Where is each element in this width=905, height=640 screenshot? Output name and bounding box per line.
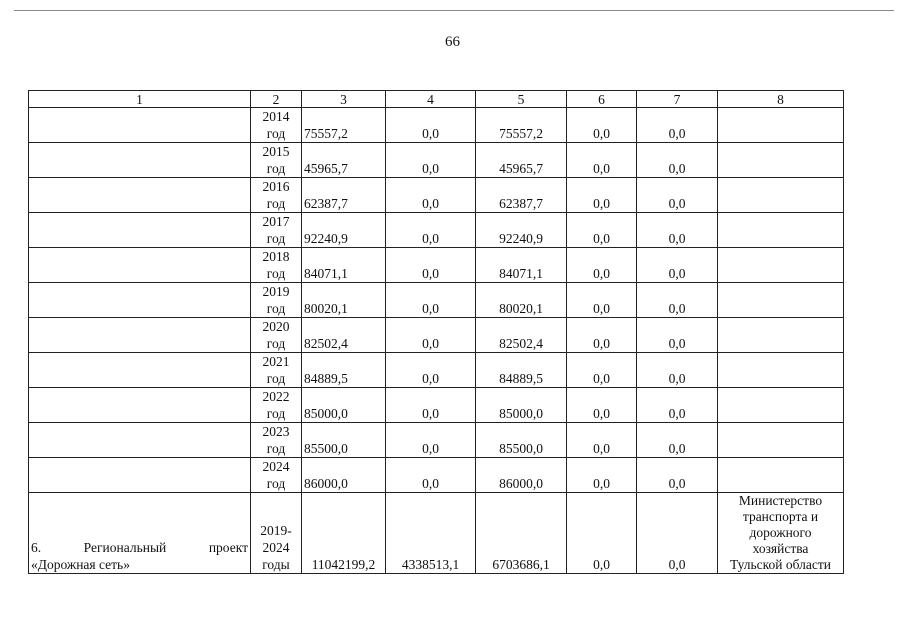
year-value: 2021 — [262, 354, 290, 369]
value-cell-c3: 45965,7 — [302, 143, 386, 178]
empty-cell — [29, 388, 251, 423]
empty-cell — [29, 423, 251, 458]
year-unit: год — [266, 476, 286, 491]
value-cell-c7: 0,0 — [637, 283, 718, 318]
empty-cell — [718, 423, 844, 458]
year-unit: год — [266, 126, 286, 141]
column-header: 8 — [718, 91, 844, 108]
empty-cell — [718, 248, 844, 283]
year-cell — [251, 423, 302, 458]
value-cell-c4: 0,0 — [386, 248, 476, 283]
value-cell-c6: 0,0 — [567, 143, 637, 178]
value-cell-c4: 0,0 — [386, 353, 476, 388]
project-other: 0,0 — [637, 493, 718, 574]
value-cell-c5: 85000,0 — [476, 388, 567, 423]
value-cell-c5: 92240,9 — [476, 213, 567, 248]
value-cell-c5: 85500,0 — [476, 423, 567, 458]
year-unit: год — [266, 196, 286, 211]
empty-cell — [718, 318, 844, 353]
responsible-ministry — [718, 493, 844, 574]
table-row — [29, 248, 844, 283]
value-cell-c6: 0,0 — [567, 388, 637, 423]
column-header: 7 — [637, 91, 718, 108]
value-cell-c3: 84071,1 — [302, 248, 386, 283]
value-cell-c5: 75557,2 — [476, 108, 567, 143]
column-header: 6 — [567, 91, 637, 108]
column-header: 1 — [29, 91, 251, 108]
table-row — [29, 458, 844, 493]
empty-cell — [29, 108, 251, 143]
empty-cell — [718, 213, 844, 248]
column-header: 2 — [251, 91, 302, 108]
year-value: 2022 — [262, 389, 290, 404]
value-cell-c3: 82502,4 — [302, 318, 386, 353]
value-cell-c3: 80020,1 — [302, 283, 386, 318]
table-row — [29, 143, 844, 178]
project-total: 11042199,2 — [302, 493, 386, 574]
empty-cell — [29, 353, 251, 388]
top-rule — [14, 10, 894, 11]
column-header: 5 — [476, 91, 567, 108]
empty-cell — [29, 143, 251, 178]
value-cell-c7: 0,0 — [637, 108, 718, 143]
table-row — [29, 108, 844, 143]
value-cell-c4: 0,0 — [386, 108, 476, 143]
empty-cell — [29, 178, 251, 213]
header-row — [29, 91, 844, 108]
year-cell — [251, 458, 302, 493]
value-cell-c5: 62387,7 — [476, 178, 567, 213]
value-cell-c6: 0,0 — [567, 108, 637, 143]
value-cell-c7: 0,0 — [637, 318, 718, 353]
table-row — [29, 388, 844, 423]
year-value: 2016 — [262, 179, 290, 194]
table-row — [29, 178, 844, 213]
value-cell-c7: 0,0 — [637, 388, 718, 423]
project-row — [29, 493, 844, 574]
ministry-line: транспорта и — [742, 509, 819, 524]
value-cell-c4: 0,0 — [386, 178, 476, 213]
value-cell-c3: 62387,7 — [302, 178, 386, 213]
year-cell — [251, 353, 302, 388]
project-period — [251, 493, 302, 574]
value-cell-c7: 0,0 — [637, 423, 718, 458]
value-cell-c5: 82502,4 — [476, 318, 567, 353]
year-unit: год — [266, 301, 286, 316]
value-cell-c4: 0,0 — [386, 423, 476, 458]
empty-cell — [29, 283, 251, 318]
value-cell-c7: 0,0 — [637, 143, 718, 178]
year-cell — [251, 178, 302, 213]
empty-cell — [718, 143, 844, 178]
project-regional: 6703686,1 — [476, 493, 567, 574]
value-cell-c5: 84889,5 — [476, 353, 567, 388]
empty-cell — [718, 178, 844, 213]
value-cell-c6: 0,0 — [567, 213, 637, 248]
value-cell-c7: 0,0 — [637, 213, 718, 248]
year-value: 2023 — [262, 424, 290, 439]
empty-cell — [29, 213, 251, 248]
ministry-line: дорожного — [749, 525, 812, 540]
year-unit: год — [266, 231, 286, 246]
value-cell-c7: 0,0 — [637, 248, 718, 283]
year-unit: год — [266, 406, 286, 421]
period-end: 2024 — [262, 540, 290, 555]
empty-cell — [718, 108, 844, 143]
project-word: Региональный — [83, 540, 167, 555]
year-cell — [251, 388, 302, 423]
empty-cell — [718, 458, 844, 493]
value-cell-c4: 0,0 — [386, 458, 476, 493]
year-cell — [251, 143, 302, 178]
value-cell-c5: 86000,0 — [476, 458, 567, 493]
year-cell — [251, 248, 302, 283]
value-cell-c4: 0,0 — [386, 143, 476, 178]
project-number: 6. — [31, 540, 42, 555]
empty-cell — [718, 283, 844, 318]
column-header: 3 — [302, 91, 386, 108]
value-cell-c4: 0,0 — [386, 318, 476, 353]
table-row — [29, 213, 844, 248]
project-name — [29, 493, 251, 574]
period-start: 2019- — [260, 523, 292, 538]
year-unit: год — [266, 161, 286, 176]
year-value: 2019 — [262, 284, 290, 299]
value-cell-c5: 80020,1 — [476, 283, 567, 318]
value-cell-c7: 0,0 — [637, 458, 718, 493]
year-cell — [251, 318, 302, 353]
project-local: 0,0 — [567, 493, 637, 574]
value-cell-c3: 84889,5 — [302, 353, 386, 388]
value-cell-c6: 0,0 — [567, 458, 637, 493]
value-cell-c6: 0,0 — [567, 178, 637, 213]
year-unit: год — [266, 336, 286, 351]
ministry-line: хозяйства — [752, 541, 809, 556]
value-cell-c4: 0,0 — [386, 388, 476, 423]
year-value: 2015 — [262, 144, 290, 159]
value-cell-c7: 0,0 — [637, 178, 718, 213]
year-value: 2014 — [262, 109, 290, 124]
empty-cell — [29, 318, 251, 353]
table-row — [29, 423, 844, 458]
table-row — [29, 283, 844, 318]
year-unit: год — [266, 371, 286, 386]
year-cell — [251, 283, 302, 318]
empty-cell — [718, 388, 844, 423]
period-unit: годы — [262, 557, 290, 572]
year-value: 2024 — [262, 459, 290, 474]
project-title: «Дорожная сеть» — [31, 557, 130, 572]
value-cell-c3: 86000,0 — [302, 458, 386, 493]
project-federal: 4338513,1 — [386, 493, 476, 574]
value-cell-c6: 0,0 — [567, 283, 637, 318]
ministry-line: Министерство — [738, 493, 823, 508]
value-cell-c5: 45965,7 — [476, 143, 567, 178]
value-cell-c4: 0,0 — [386, 283, 476, 318]
value-cell-c4: 0,0 — [386, 213, 476, 248]
page-number: 66 — [445, 34, 460, 50]
value-cell-c3: 75557,2 — [302, 108, 386, 143]
year-cell — [251, 213, 302, 248]
value-cell-c6: 0,0 — [567, 248, 637, 283]
table-row — [29, 318, 844, 353]
value-cell-c3: 92240,9 — [302, 213, 386, 248]
table-row — [29, 353, 844, 388]
year-value: 2017 — [262, 214, 290, 229]
ministry-line: Тульской области — [730, 557, 831, 572]
value-cell-c6: 0,0 — [567, 423, 637, 458]
year-unit: год — [266, 266, 286, 281]
value-cell-c5: 84071,1 — [476, 248, 567, 283]
year-cell — [251, 108, 302, 143]
year-unit: год — [266, 441, 286, 456]
value-cell-c6: 0,0 — [567, 353, 637, 388]
empty-cell — [29, 248, 251, 283]
project-word: проект — [208, 540, 248, 555]
value-cell-c7: 0,0 — [637, 353, 718, 388]
value-cell-c3: 85500,0 — [302, 423, 386, 458]
year-value: 2020 — [262, 319, 290, 334]
empty-cell — [718, 353, 844, 388]
column-header: 4 — [386, 91, 476, 108]
year-value: 2018 — [262, 249, 290, 264]
empty-cell — [29, 458, 251, 493]
budget-table — [28, 90, 844, 574]
value-cell-c6: 0,0 — [567, 318, 637, 353]
value-cell-c3: 85000,0 — [302, 388, 386, 423]
